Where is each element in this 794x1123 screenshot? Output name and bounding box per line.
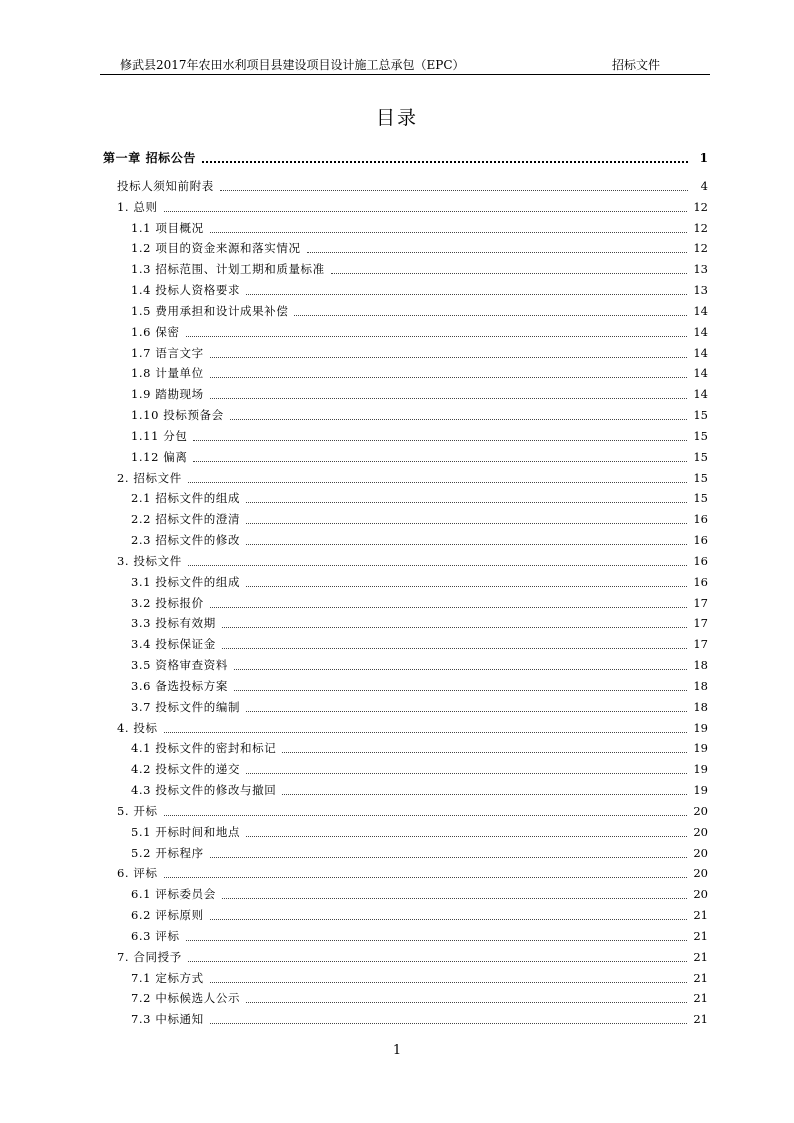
toc-entry-label: 5.1 开标时间和地点 [131, 825, 241, 839]
toc-dot-leader [222, 626, 688, 628]
toc-entry-label: 7.1 定标方式 [131, 971, 204, 985]
toc-entry-page: 17 [693, 637, 708, 651]
toc-entry[interactable] [131, 970, 708, 986]
toc-dot-leader [246, 293, 687, 295]
header-document-title: 修武县2017年农田水利项目县建设项目设计施工总承包（EPC） [120, 58, 465, 72]
toc-entry-label: 5.2 开标程序 [131, 846, 204, 860]
toc-entry-label: 1. 总则 [117, 200, 158, 214]
toc-entry-label: 2.1 招标文件的组成 [131, 491, 241, 505]
toc-entry-page: 15 [693, 491, 708, 505]
toc-dot-leader [246, 543, 687, 545]
toc-entry[interactable] [131, 324, 708, 340]
toc-entry-page: 19 [693, 741, 708, 755]
toc-dot-leader [246, 522, 687, 524]
toc-dot-leader [164, 876, 688, 878]
toc-dot-leader [294, 314, 687, 316]
toc-entry-label: 7.3 中标通知 [131, 1012, 204, 1026]
toc-dot-leader [188, 960, 688, 962]
toc-entry[interactable] [131, 615, 708, 631]
toc-entry[interactable] [131, 907, 708, 923]
toc-entry-page: 19 [693, 783, 708, 797]
toc-entry-page: 12 [693, 241, 708, 255]
toc-dot-leader [234, 689, 687, 691]
page-number: 1 [392, 1043, 402, 1058]
toc-entry[interactable] [131, 407, 708, 423]
toc-dot-leader [222, 647, 688, 649]
toc-dot-leader [186, 939, 688, 941]
toc-entry-label: 3.2 投标报价 [131, 596, 204, 610]
toc-entry-page: 17 [693, 596, 708, 610]
toc-entry-label: 3.4 投标保证金 [131, 637, 216, 651]
toc-entry[interactable] [131, 824, 708, 840]
toc-entry[interactable] [131, 657, 708, 673]
toc-entry-label: 1.4 投标人资格要求 [131, 283, 241, 297]
toc-entry[interactable] [131, 261, 708, 277]
toc-entry-label: 3.6 备选投标方案 [131, 679, 228, 693]
toc-entry-label: 7.2 中标候选人公示 [131, 991, 241, 1005]
toc-entry-label: 1.2 项目的资金来源和落实情况 [131, 241, 301, 255]
toc-dot-leader [210, 606, 688, 608]
toc-entry[interactable] [131, 428, 708, 444]
toc-dot-leader [164, 814, 688, 816]
toc-entry-label: 1.6 保密 [131, 325, 180, 339]
toc-entry-page: 21 [693, 950, 708, 964]
toc-entry[interactable] [117, 178, 708, 194]
toc-entry-page: 15 [693, 471, 708, 485]
toc-dot-leader [246, 585, 687, 587]
toc-entry[interactable] [131, 595, 708, 611]
toc-entry-page: 18 [693, 658, 708, 672]
toc-entry-page: 16 [693, 533, 708, 547]
toc-entry-label: 4.2 投标文件的递交 [131, 762, 241, 776]
toc-entry[interactable] [117, 470, 708, 486]
toc-title: 目录 [375, 107, 418, 129]
toc-dot-leader [220, 189, 688, 191]
toc-entry-label: 1.7 语言文字 [131, 346, 204, 360]
toc-entry-label: 4.1 投标文件的密封和标记 [131, 741, 277, 755]
toc-entry-page: 17 [693, 616, 708, 630]
toc-dot-leader [246, 835, 687, 837]
toc-dot-leader [331, 272, 688, 274]
toc-entry-page: 14 [693, 304, 708, 318]
toc-entry[interactable] [131, 928, 708, 944]
toc-entry-label: 1.10 投标预备会 [131, 408, 224, 422]
toc-dot-leader [164, 731, 688, 733]
toc-dot-leader [188, 481, 688, 483]
toc-entry-label: 6.1 评标委员会 [131, 887, 216, 901]
toc-entry[interactable] [131, 490, 708, 506]
toc-chapter-entry[interactable] [103, 150, 708, 166]
toc-dot-leader [210, 356, 688, 358]
toc-entry-page: 1 [699, 151, 708, 165]
toc-entry-page: 18 [693, 679, 708, 693]
toc-entry[interactable] [131, 386, 708, 402]
toc-entry-label: 2.3 招标文件的修改 [131, 533, 241, 547]
toc-entry[interactable] [131, 845, 708, 861]
toc-entry-label: 第一章 招标公告 [103, 151, 196, 165]
toc-entry[interactable] [131, 886, 708, 902]
toc-entry-label: 1.9 踏勘现场 [131, 387, 204, 401]
toc-dot-leader [186, 335, 688, 337]
toc-entry-page: 13 [693, 283, 708, 297]
toc-dot-leader [246, 710, 687, 712]
toc-entry-page: 12 [693, 221, 708, 235]
toc-dot-leader [164, 210, 688, 212]
toc-entry-label: 1.12 偏离 [131, 450, 188, 464]
toc-entry-label: 3.5 资格审查资料 [131, 658, 228, 672]
toc-dot-leader [234, 668, 687, 670]
toc-entry[interactable] [131, 782, 708, 798]
toc-entry-label: 6. 评标 [117, 866, 158, 880]
toc-entry-page: 19 [693, 721, 708, 735]
toc-entry-label: 1.11 分包 [131, 429, 188, 443]
toc-entry[interactable] [131, 345, 708, 361]
toc-dot-leader [210, 856, 688, 858]
toc-entry-page: 4 [700, 179, 708, 193]
toc-entry[interactable] [131, 220, 708, 236]
toc-entry-page: 15 [693, 450, 708, 464]
toc-entry-page: 20 [693, 846, 708, 860]
toc-entry[interactable] [117, 949, 708, 965]
toc-entry[interactable] [131, 1011, 708, 1027]
toc-entry-page: 20 [693, 825, 708, 839]
toc-entry[interactable] [131, 699, 708, 715]
toc-entry-page: 21 [693, 991, 708, 1005]
toc-entry[interactable] [131, 511, 708, 527]
toc-entry-page: 14 [693, 325, 708, 339]
toc-entry-page: 21 [693, 971, 708, 985]
toc-entry[interactable] [131, 532, 708, 548]
toc-dot-leader [210, 376, 688, 378]
toc-dot-leader [210, 397, 688, 399]
toc-entry-label: 2. 招标文件 [117, 471, 182, 485]
toc-dot-leader [282, 793, 687, 795]
toc-entry[interactable] [117, 865, 708, 881]
toc-entry-page: 16 [693, 512, 708, 526]
toc-entry[interactable] [131, 240, 708, 256]
toc-dot-leader [246, 772, 687, 774]
toc-entry-page: 20 [693, 866, 708, 880]
toc-entry-label: 1.1 项目概况 [131, 221, 204, 235]
header-document-type: 招标文件 [612, 58, 661, 72]
toc-entry[interactable] [117, 803, 708, 819]
toc-dot-leader [222, 897, 688, 899]
toc-dot-leader [202, 160, 688, 163]
toc-entry[interactable] [117, 199, 708, 215]
toc-entry-label: 3. 投标文件 [117, 554, 182, 568]
toc-entry-label: 4.3 投标文件的修改与撤回 [131, 783, 277, 797]
toc-entry-page: 18 [693, 700, 708, 714]
toc-dot-leader [246, 501, 687, 503]
toc-entry-page: 16 [693, 575, 708, 589]
toc-entry[interactable] [131, 678, 708, 694]
toc-entry-label: 6.2 评标原则 [131, 908, 204, 922]
toc-dot-leader [210, 1022, 688, 1024]
toc-entry[interactable] [131, 365, 708, 381]
toc-entry-label: 1.5 费用承担和设计成果补偿 [131, 304, 289, 318]
toc-entry[interactable] [131, 990, 708, 1006]
toc-entry-page: 15 [693, 429, 708, 443]
toc-entry-label: 3.7 投标文件的编制 [131, 700, 241, 714]
toc-entry[interactable] [117, 720, 708, 736]
toc-entry-label: 7. 合同授予 [117, 950, 182, 964]
toc-entry-page: 15 [693, 408, 708, 422]
toc-dot-leader [193, 460, 687, 462]
toc-dot-leader [230, 418, 688, 420]
toc-entry-page: 12 [693, 200, 708, 214]
toc-entry-label: 1.8 计量单位 [131, 366, 204, 380]
toc-entry-page: 14 [693, 346, 708, 360]
toc-entry-label: 3.1 投标文件的组成 [131, 575, 241, 589]
toc-entry-label: 1.3 招标范围、计划工期和质量标准 [131, 262, 325, 276]
toc-entry-page: 21 [693, 929, 708, 943]
toc-entry-label: 3.3 投标有效期 [131, 616, 216, 630]
toc-entry-page: 21 [693, 1012, 708, 1026]
toc-entry-label: 投标人须知前附表 [117, 179, 214, 193]
toc-entry-label: 5. 开标 [117, 804, 158, 818]
toc-entry-page: 19 [693, 762, 708, 776]
toc-entry[interactable] [131, 449, 708, 465]
toc-entry[interactable] [131, 636, 708, 652]
toc-dot-leader [188, 564, 688, 566]
toc-dot-leader [193, 439, 687, 441]
toc-entry[interactable] [131, 282, 708, 298]
toc-entry-page: 13 [693, 262, 708, 276]
toc-dot-leader [246, 1001, 687, 1003]
toc-dot-leader [210, 231, 688, 233]
toc-entry-page: 14 [693, 366, 708, 380]
toc-entry[interactable] [131, 761, 708, 777]
toc-dot-leader [307, 251, 688, 253]
toc-entry-page: 20 [693, 887, 708, 901]
toc-entry-label: 6.3 评标 [131, 929, 180, 943]
toc-entry-page: 16 [693, 554, 708, 568]
toc-entry[interactable] [131, 303, 708, 319]
toc-entry-label: 2.2 招标文件的澄清 [131, 512, 241, 526]
toc-dot-leader [210, 981, 688, 983]
toc-entry[interactable] [131, 740, 708, 756]
toc-dot-leader [282, 751, 687, 753]
toc-entry-label: 4. 投标 [117, 721, 158, 735]
toc-dot-leader [210, 918, 688, 920]
toc-entry-page: 20 [693, 804, 708, 818]
toc-entry-page: 14 [693, 387, 708, 401]
toc-entry[interactable] [131, 574, 708, 590]
toc-entry-page: 21 [693, 908, 708, 922]
toc-entry[interactable] [117, 553, 708, 569]
